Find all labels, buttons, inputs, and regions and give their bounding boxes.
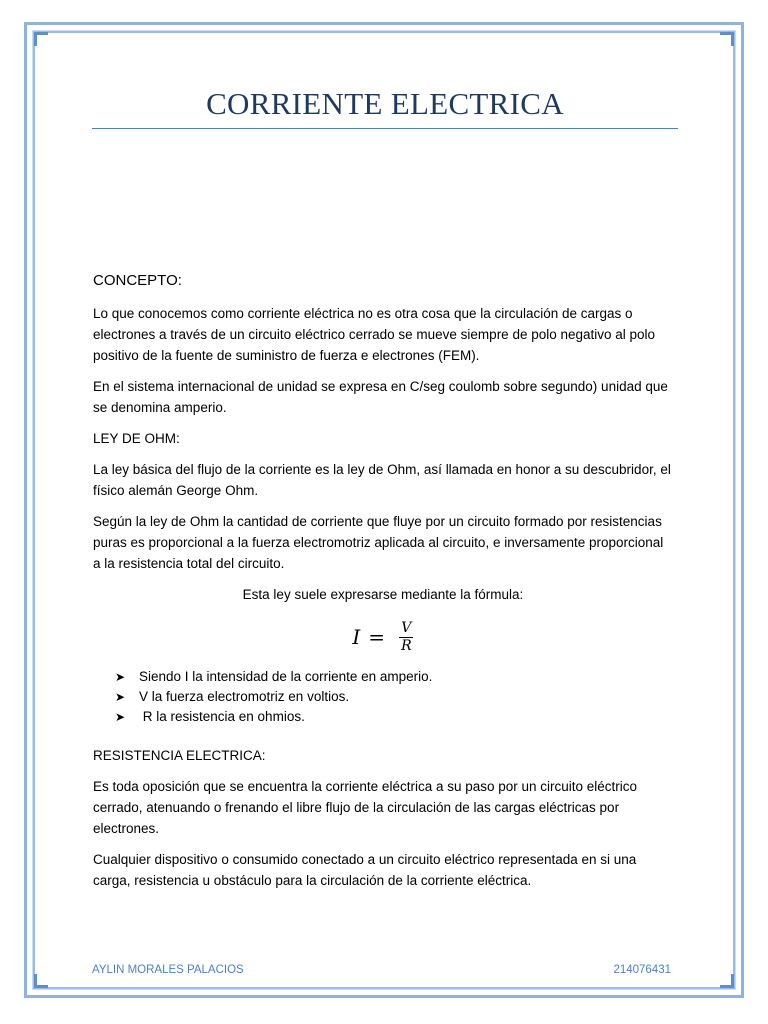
arrow-bullet-icon: ➤ (115, 710, 126, 724)
formula-denominator: R (401, 637, 412, 654)
document-title: CORRIENTE ELECTRICA (206, 86, 564, 121)
resistencia-heading: RESISTENCIA ELECTRICA: (93, 748, 266, 763)
ohm-heading: LEY DE OHM: (93, 431, 180, 446)
concepto-paragraph-1: Lo que conocemos como corriente eléctrica no es otra cosa que la circulación de cargas o electrones a través de un circuito eléctrico cerrado se mueve siempre de polo negativo al polo positivo de la fuente de suministro de fuerza e electrones (FEM). (93, 306, 656, 363)
document-body (93, 272, 673, 901)
title-underline (92, 128, 678, 129)
resistencia-paragraph-2: Cualquier dispositivo o consumido conectado a un circuito eléctrico representada en si una carga, resistencia u obstáculo para la circulación de la corriente eléctrica. (93, 852, 637, 888)
ohm-formula (93, 615, 673, 659)
footer-id: 214076431 (613, 964, 671, 976)
footer-author: AYLIN MORALES PALACIOS (92, 964, 244, 976)
formula-fraction (399, 620, 414, 655)
resistencia-paragraph-1: Es toda oposición que se encuentra la corriente eléctrica a su paso por un circuito eléctrico cerrado, atenuando o frenando el libre flujo de la circulación de las cargas eléctricas por electrones. (93, 779, 638, 836)
concepto-paragraph-2: En el sistema internacional de unidad se expresa en C/seg coulomb sobre segundo) unidad que se denomina amperio. (93, 379, 668, 415)
formula-intro: Esta ley suele expresarse mediante la fórmula: (242, 587, 524, 602)
ohm-paragraph-2: Según la ley de Ohm la cantidad de corriente que fluye por un circuito formado por resistencias puras es proporcional a la fuerza electromotriz aplicada al circuito, e inversamente proporcional a la resistencia total del circuito. (93, 514, 664, 571)
arrow-bullet-icon: ➤ (115, 690, 126, 704)
border-corner-top-left (34, 32, 48, 46)
formula-equals: = (368, 625, 386, 649)
concepto-heading: CONCEPTO: (93, 272, 182, 289)
list-item: ➤ V la fuerza electromotriz en voltios. (115, 687, 673, 707)
formula-numerator: V (401, 619, 412, 636)
formula-lhs: I (352, 625, 361, 649)
ohm-paragraph-1: La ley básica del flujo de la corriente es la ley de Ohm, así llamada en honor a su descubridor, el físico alemán George Ohm. (93, 462, 671, 498)
list-item: ➤ Siendo I la intensidad de la corriente en amperio. (115, 667, 673, 687)
border-corner-bottom-right (720, 974, 734, 988)
arrow-bullet-icon: ➤ (115, 670, 126, 684)
border-corner-bottom-left (34, 974, 48, 988)
border-corner-top-right (720, 32, 734, 46)
list-item: ➤ R la resistencia en ohmios. (115, 707, 673, 727)
formula-legend-list (115, 667, 673, 727)
